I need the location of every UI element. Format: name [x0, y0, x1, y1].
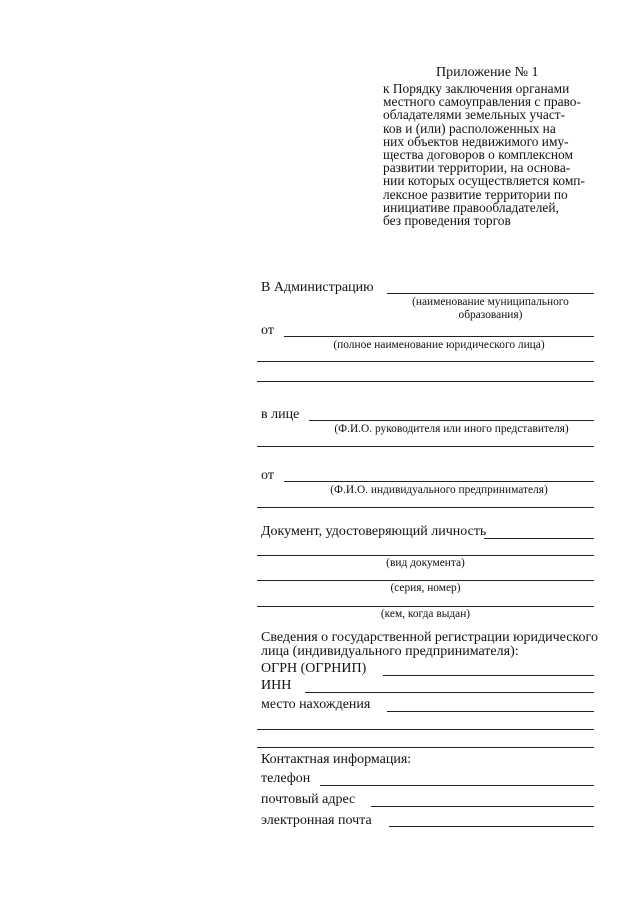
inn-label: ИНН: [261, 678, 292, 693]
registration-heading: Сведения о государственной регистрации юридического: [261, 630, 598, 645]
registration-heading-2: лица (индивидуального предпринимателя):: [261, 644, 519, 659]
postal-address-field-line[interactable]: [371, 806, 594, 807]
series-number-caption: (серия, номер): [390, 582, 461, 594]
appendix-line: без проведения торгов: [383, 213, 511, 229]
legal-name-extra-line[interactable]: [257, 361, 594, 362]
issued-caption: (кем, когда выдан): [380, 608, 471, 620]
appendix-line: них объектов недвижимого иму-: [383, 133, 569, 149]
appendix-line: ков и (или) расположенных на: [383, 120, 556, 136]
postal-address-label: почтовый адрес: [261, 792, 356, 807]
entrepreneur-caption: (Ф.И.О. индивидуального предпринимателя): [330, 484, 548, 496]
legal-name-field-line[interactable]: [284, 336, 594, 337]
contact-info-heading: Контактная информация:: [261, 752, 412, 767]
id-document-label: Документ, удостоверяющий личность: [261, 524, 487, 539]
phone-field-line[interactable]: [320, 785, 594, 786]
doc-type-field-line[interactable]: [257, 555, 594, 556]
legal-name-extra-line-2[interactable]: [257, 381, 594, 382]
location-label: место нахождения: [261, 697, 371, 712]
to-admin-label: В Администрацию: [261, 280, 374, 295]
represented-by-label: в лице: [261, 407, 300, 422]
from-label-2: от: [261, 468, 274, 483]
appendix-line: лексное развитие территории по: [383, 186, 568, 202]
appendix-reference: [383, 82, 603, 227]
appendix-line: к Порядку заключения органами: [383, 81, 570, 96]
ogrn-label: ОГРН (ОГРНИП): [261, 661, 367, 676]
admin-caption: (наименование муниципального: [412, 296, 569, 308]
doc-type-caption: (вид документа): [386, 557, 465, 569]
appendix-line: развитии территории, на основа-: [383, 160, 571, 176]
representative-caption: (Ф.И.О. руководителя или иного представителя): [334, 423, 569, 435]
from-label: от: [261, 323, 274, 338]
id-document-field-line[interactable]: [484, 538, 594, 539]
appendix-line: обладателями земельных участ-: [383, 107, 566, 123]
location-extra-line-2[interactable]: [257, 747, 594, 748]
appendix-line: инициативе правообладателей,: [383, 199, 559, 215]
admin-caption-2: образования): [458, 309, 523, 321]
issued-field-line[interactable]: [257, 606, 594, 607]
inn-field-line[interactable]: [305, 692, 594, 693]
entrepreneur-field-line[interactable]: [284, 481, 594, 482]
appendix-line: местного самоуправления с право-: [383, 94, 581, 110]
email-label: электронная почта: [261, 813, 372, 828]
representative-field-line[interactable]: [309, 420, 594, 421]
entrepreneur-extra-line[interactable]: [257, 507, 594, 508]
admin-name-field-line[interactable]: [387, 293, 594, 294]
location-field-line[interactable]: [387, 711, 594, 712]
series-number-field-line[interactable]: [257, 580, 594, 581]
appendix-title: Приложение № 1: [436, 65, 539, 80]
ogrn-field-line[interactable]: [383, 675, 594, 676]
representative-extra-line[interactable]: [257, 446, 594, 447]
legal-name-caption: (полное наименование юридического лица): [333, 339, 545, 351]
phone-label: телефон: [261, 771, 311, 786]
appendix-line: щества договоров о комплексном: [383, 147, 573, 163]
appendix-line: нии которых осуществляется комп-: [383, 173, 585, 189]
location-extra-line[interactable]: [257, 729, 594, 730]
email-field-line[interactable]: [389, 826, 594, 827]
